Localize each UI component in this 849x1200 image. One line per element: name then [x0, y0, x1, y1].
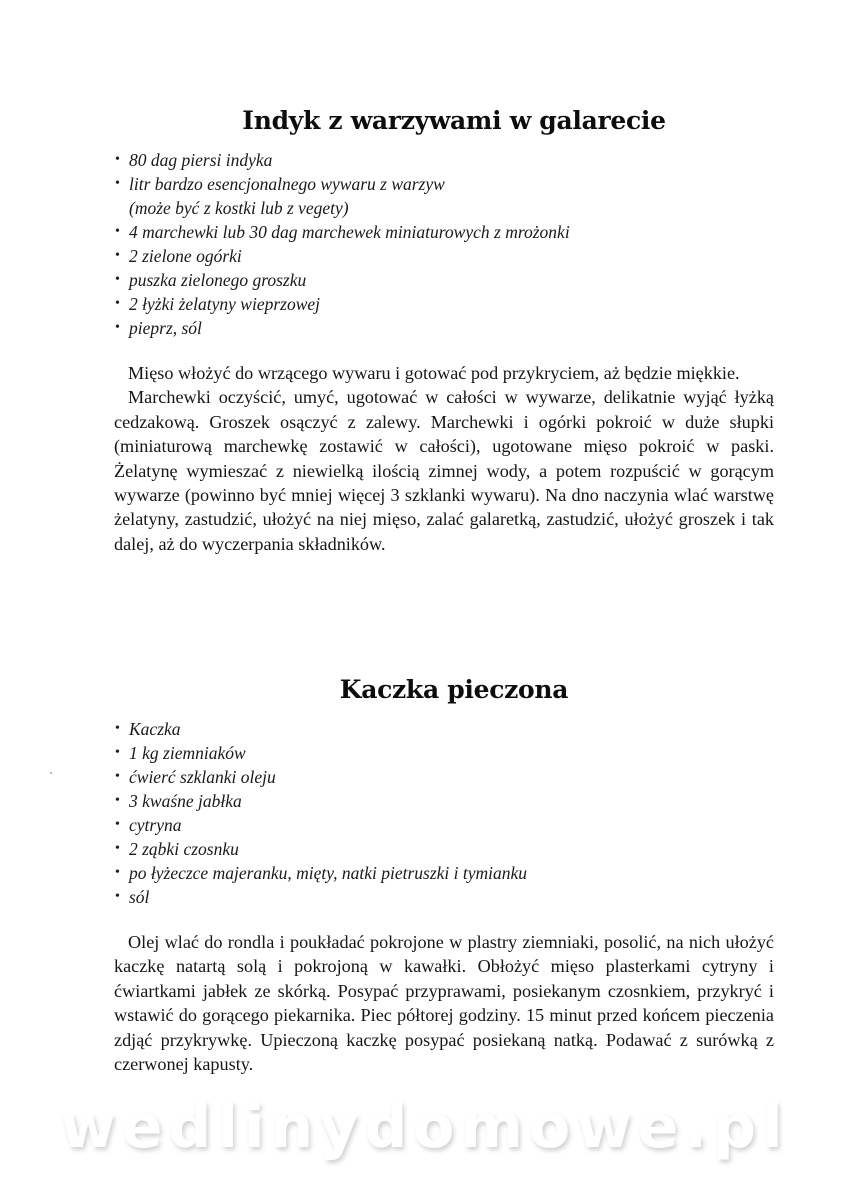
recipe-title: Kaczka pieczona	[339, 675, 569, 704]
ingredient-item: • 3 kwaśne jabłka	[115, 791, 242, 811]
ingredient-item: • pieprz, sól	[115, 318, 202, 338]
recipe-directions	[114, 361, 774, 556]
recipe-directions	[114, 930, 774, 1076]
watermark: wedlinydomowe.pl	[60, 1092, 789, 1162]
bullet-icon: •	[115, 841, 120, 856]
bullet-icon: •	[115, 745, 120, 760]
recipe-kaczka	[114, 673, 774, 1076]
ingredient-item: • 2 łyżki żelatyny wieprzowej	[115, 294, 321, 314]
ingredient-list	[114, 717, 774, 909]
ingredient-item: • 80 dag piersi indyka	[115, 150, 273, 170]
bullet-icon: •	[115, 865, 120, 880]
ingredient-item: • puszka zielonego groszku	[115, 270, 307, 290]
bullet-icon: •	[115, 224, 120, 239]
bullet-icon: •	[115, 320, 120, 335]
bullet-icon: •	[115, 769, 120, 784]
ingredient-note: (może być z kostki lub z vegety)	[129, 198, 349, 218]
recipe-indyk	[114, 104, 774, 556]
bullet-icon: •	[115, 889, 120, 904]
bullet-icon: •	[115, 248, 120, 263]
direction-paragraph: Olej wlać do rondla i poukładać pokrojone w plastry ziemniaki, posolić, na nich ułożyć kaczkę natartą solą i pokrojoną w kawałki. Obłożyć mięso plasterkami cytryny i ćwiartkami jabłek ze skórką. Posypać przyprawami, posiekanym czosnkiem, przykryć i wstawić do gorącego piekarnika. Piec półtorej godziny. 15 minut przed końcem pieczenia zdjąć przykrywkę. Upieczoną kaczkę posypać posiekaną natką. Podawać z surówką z czerwonej kapusty.	[114, 932, 774, 1075]
ingredient-item: • 2 ząbki czosnku	[115, 839, 239, 859]
ingredient-item: • Kaczka	[115, 719, 181, 739]
recipe-title: Indyk z warzywami w galarecie	[242, 106, 666, 135]
ingredient-item: • ćwierć szklanki oleju	[115, 767, 276, 787]
bullet-icon: •	[115, 793, 120, 808]
ingredient-item: • cytryna	[115, 815, 182, 835]
ingredient-list	[114, 148, 774, 340]
ingredient-item: • sól	[115, 887, 150, 907]
direction-paragraph: Marchewki oczyścić, umyć, ugotować w całości w wywarze, delikatnie wyjąć łyżką cedzakową. Groszek osączyć z zalewy. Marchewki i ogórki pokroić w duże słupki (miniaturową marchewkę zostawić w całości), ugotowane mięso pokroić w paski. Żelatynę wymieszać z niewielką ilością zimnej wody, a potem rozpuścić w gorącym wywarze (powinno być mniej więcej 3 szklanki wywaru). Na dno naczynia wlać warstwę żelatyny, zastudzić, ułożyć na niej mięso, zalać galaretką, zastudzić, ułożyć groszek i tak dalej, aż do wyczerpania składników.	[114, 387, 774, 554]
bullet-icon: •	[115, 272, 120, 287]
bullet-icon: •	[115, 817, 120, 832]
bullet-icon: •	[115, 296, 120, 311]
ingredient-item: • 4 marchewki lub 30 dag marchewek miniaturowych z mrożonki	[115, 222, 570, 242]
direction-paragraph: Mięso włożyć do wrzącego wywaru i gotować pod przykryciem, aż będzie miękkie.	[128, 363, 740, 383]
ingredient-item: • 1 kg ziemniaków	[115, 743, 246, 763]
bullet-icon: •	[115, 721, 120, 736]
ingredient-item: • po łyżeczce majeranku, mięty, natki pietruszki i tymianku	[115, 863, 528, 883]
bullet-icon: •	[115, 152, 120, 167]
bullet-icon: •	[115, 176, 120, 191]
ingredient-item: • litr bardzo esencjonalnego wywaru z warzyw (może być z kostki lub z vegety)	[114, 172, 774, 220]
ingredient-item: • 2 zielone ogórki	[115, 246, 242, 266]
scan-speck	[50, 772, 52, 774]
